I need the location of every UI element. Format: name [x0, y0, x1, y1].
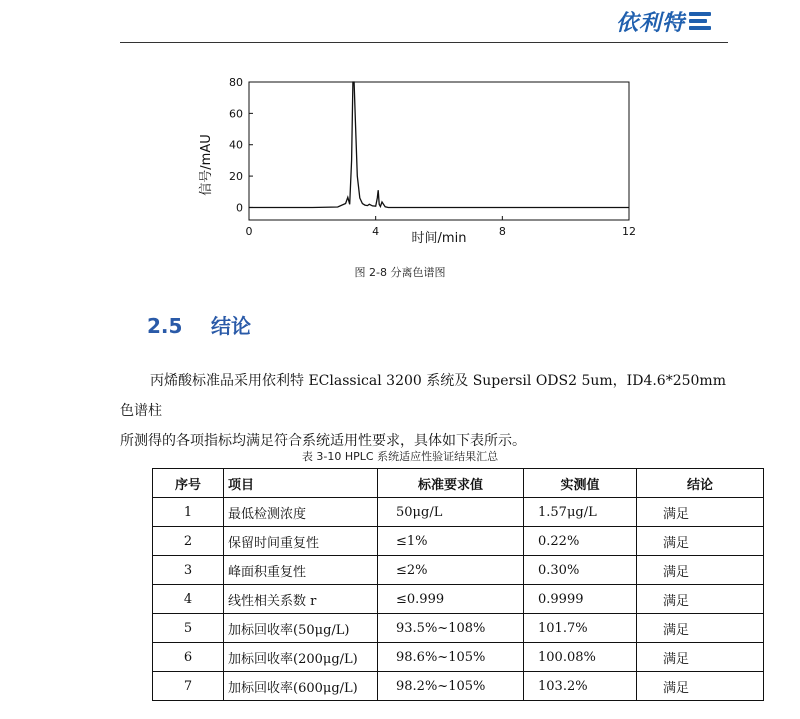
- table-row: [153, 614, 764, 643]
- table-row: [153, 672, 764, 701]
- y-tick-label: 80: [229, 76, 243, 89]
- x-axis-label: 时间/min: [411, 231, 467, 246]
- x-tick-label: 0: [245, 225, 253, 238]
- table-cell: ≤1%: [378, 527, 524, 556]
- chromatogram-chart: [190, 70, 640, 250]
- y-axis-label: 信号/mAU: [199, 134, 214, 196]
- section-heading: [147, 310, 251, 339]
- table-cell: 0.30%: [524, 556, 637, 585]
- header-rule: [120, 42, 728, 43]
- header-cell: 序号: [153, 469, 224, 498]
- logo-bars-icon: [689, 12, 711, 30]
- table-cell: 7: [153, 672, 224, 701]
- table-cell: 加标回收率(50μg/L): [224, 614, 378, 643]
- y-tick-label: 40: [229, 138, 243, 152]
- table-row: [153, 585, 764, 614]
- table-cell: 3: [153, 556, 224, 585]
- table-cell: 1: [153, 498, 224, 527]
- section-number: 2.5: [147, 314, 183, 338]
- table-cell: 93.5%~108%: [378, 614, 524, 643]
- logo-text: 依利特: [616, 10, 686, 36]
- plot-frame: [249, 82, 629, 220]
- table-cell: 0.22%: [524, 527, 637, 556]
- table-cell: 满足: [637, 527, 764, 556]
- table-cell: 100.08%: [524, 643, 637, 672]
- table-cell: 98.2%~105%: [378, 672, 524, 701]
- table-header-row: [153, 469, 764, 498]
- table-cell: 0.9999: [524, 585, 637, 614]
- table-cell: 满足: [637, 556, 764, 585]
- table-cell: 101.7%: [524, 614, 637, 643]
- header-cell: 项目: [224, 469, 378, 498]
- axis-ticks: [229, 76, 636, 238]
- y-tick-label: 0: [236, 201, 243, 215]
- header-cell: 标准要求值: [378, 469, 524, 498]
- x-tick-label: 4: [372, 225, 380, 238]
- table-cell: ≤0.999: [378, 585, 524, 614]
- paragraph-line-1: 丙烯酸标准品采用依利特 EClassical 3200 系统及 Supersil ODS2 5um，ID4.6*250mm 色谱柱: [120, 373, 726, 419]
- y-tick-label: 60: [229, 107, 243, 121]
- table-cell: 5: [153, 614, 224, 643]
- table-cell: 50μg/L: [378, 498, 524, 527]
- body-paragraph: [120, 366, 730, 456]
- table-cell: 加标回收率(200μg/L): [224, 643, 378, 672]
- results-table: [152, 468, 764, 701]
- table-row: [153, 643, 764, 672]
- table-row: [153, 556, 764, 585]
- table-cell: 4: [153, 585, 224, 614]
- table-cell: 6: [153, 643, 224, 672]
- table-cell: ≤2%: [378, 556, 524, 585]
- table-row: [153, 498, 764, 527]
- table-cell: 保留时间重复性: [224, 527, 378, 556]
- figure-caption: 图 2-8 分离色谱图: [354, 266, 446, 279]
- table-cell: 峰面积重复性: [224, 556, 378, 585]
- paragraph-line-2: 所测得的各项指标均满足符合系统适用性要求，具体如下表所示。: [120, 433, 526, 449]
- table-cell: 加标回收率(600μg/L): [224, 672, 378, 701]
- table-cell: 满足: [637, 498, 764, 527]
- table-row: [153, 527, 764, 556]
- table-cell: 最低检测浓度: [224, 498, 378, 527]
- table-cell: 满足: [637, 643, 764, 672]
- table-cell: 1.57μg/L: [524, 498, 637, 527]
- table-cell: 满足: [637, 585, 764, 614]
- company-logo: [616, 6, 711, 36]
- table-cell: 2: [153, 527, 224, 556]
- chromatogram-line: [249, 82, 629, 208]
- y-tick-label: 20: [229, 170, 243, 184]
- x-tick-label: 12: [622, 225, 636, 238]
- table-cell: 满足: [637, 614, 764, 643]
- table-cell: 线性相关系数 r: [224, 585, 378, 614]
- table-caption: 表 3-10 HPLC 系统适应性验证结果汇总: [301, 450, 499, 463]
- x-tick-label: 8: [498, 225, 506, 238]
- table-cell: 103.2%: [524, 672, 637, 701]
- section-title: 结论: [211, 314, 251, 338]
- table-cell: 98.6%~105%: [378, 643, 524, 672]
- header-cell: 实测值: [524, 469, 637, 498]
- table-cell: 满足: [637, 672, 764, 701]
- header-cell: 结论: [637, 469, 764, 498]
